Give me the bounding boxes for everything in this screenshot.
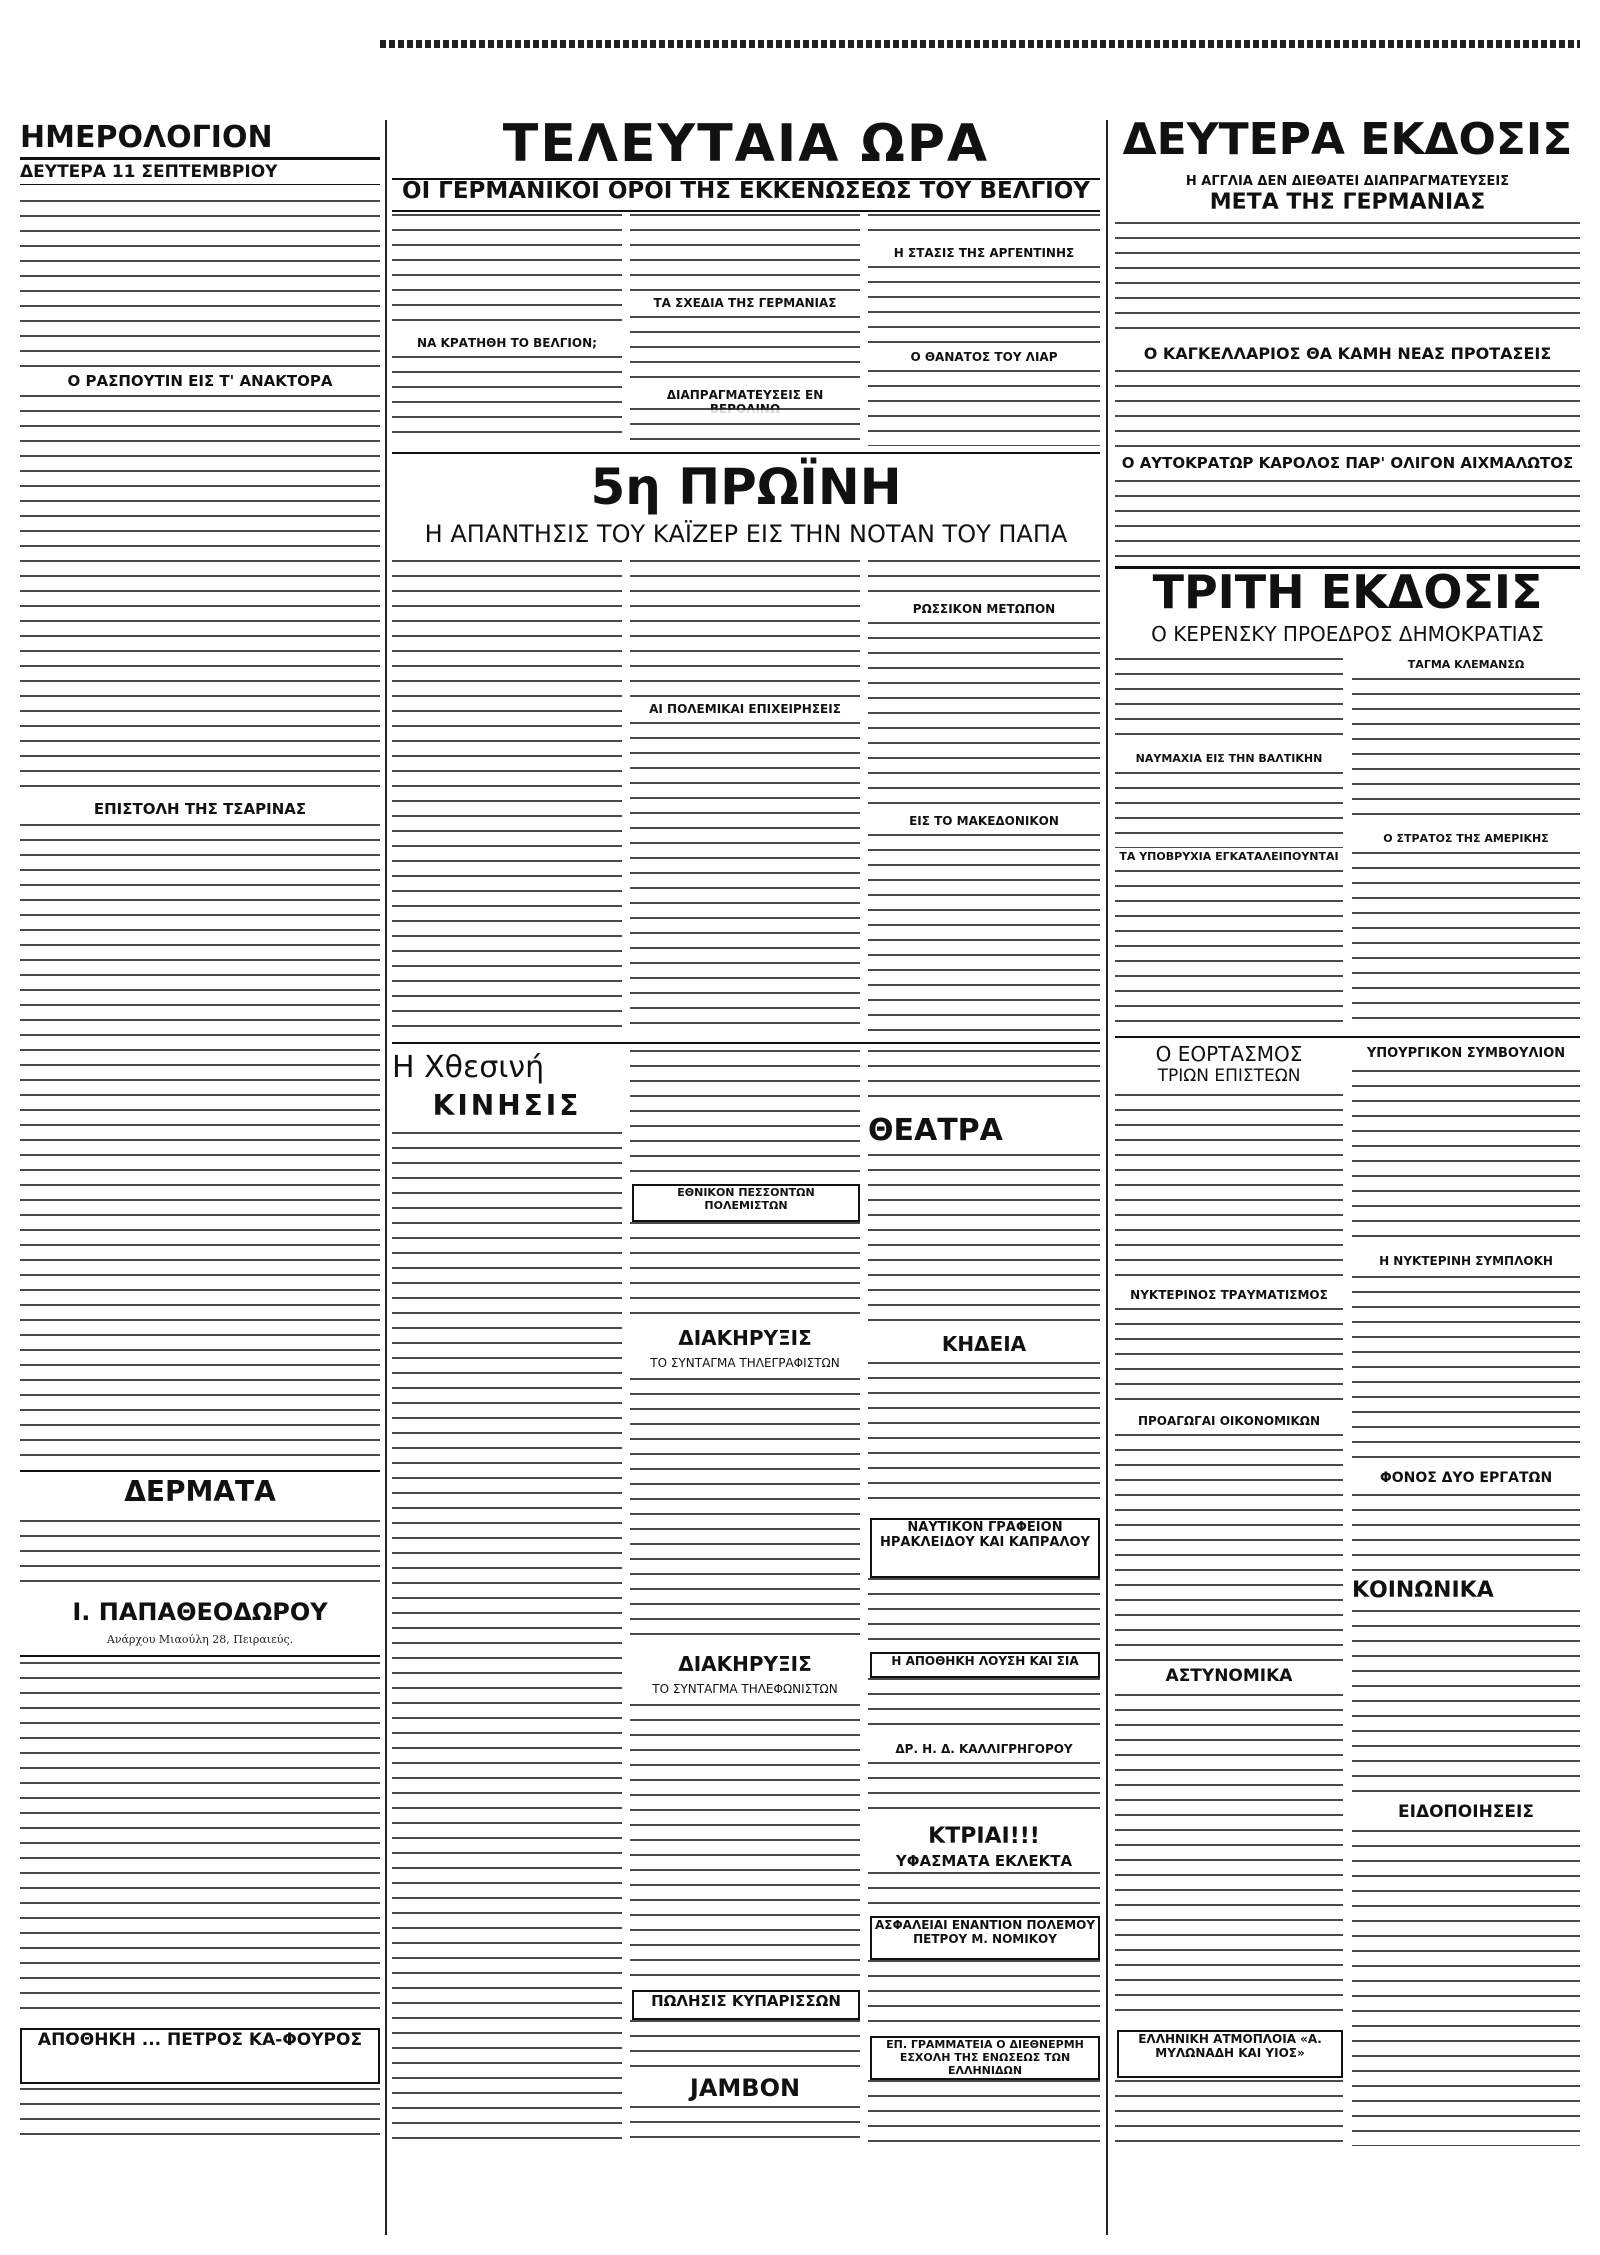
masthead — [20, 120, 380, 185]
heading-ypourgikon: ΥΠΟΥΡΓΙΚΟΝ ΣΥΜΒΟΥΛΙΟΝ — [1366, 1046, 1566, 1061]
headline-teleutaia-ora: ΤΕΛΕΥΤΑΙΑ ΩΡΑ — [502, 114, 990, 174]
col2-article-text — [868, 1960, 1100, 2030]
divider — [20, 1655, 380, 1657]
headline-apantisis-kaizer: Η ΑΠΑΝΤΗΣΙΣ ΤΟΥ ΚΑΪΖΕΡ ΕΙΣ ΤΗΝ ΝΟΤΑΝ ΤΟΥ ΠΑΠΑ — [424, 520, 1068, 548]
column-rule — [1106, 120, 1108, 2235]
col2-article-text — [868, 834, 1100, 1035]
heading-symploki: Η ΝΥΚΤΕΡΙΝΗ ΣΥΜΠΛΟΚΗ — [1379, 1254, 1553, 1268]
col2-article-text — [630, 722, 860, 1035]
col2-article-text — [868, 1872, 1100, 1912]
col1-ad-papatheodorou: Ι. ΠΑΠΑΘΕΟΔΩΡΟΥ — [72, 1598, 328, 1626]
col2-article-text — [630, 2106, 860, 2146]
col1-article-text — [20, 824, 380, 1464]
ad-asfaleia-title: ΑΣΦΑΛΕΙΑΙ ΕΝΑΝΤΙΟΝ ΠΟΛΕΜΟΥ — [874, 1918, 1096, 1932]
heading-diapragmateuseis: ΔΙΑΠΡΑΓΜΑΤΕΥΣΕΙΣ ΕΝ — [666, 388, 824, 402]
headline-proini: 5η ΠΡΩΪΝΗ — [590, 458, 902, 516]
heading-liar: Ο ΘΑΝΑΤΟΣ ΤΟΥ ΛΙΑΡ — [910, 350, 1058, 364]
col3-article-text — [1115, 1434, 1343, 1664]
headline-germanikoi-oroi: ΟΙ ΓΕΡΜΑΝΙΚΟΙ ΟΡΟΙ ΤΗΣ ΕΚΚΕΝΩΣΕΩΣ ΤΟΥ ΒΕΛΓΙΟΥ — [392, 178, 1100, 212]
ad-poliseis: ΠΩΛΗΣΙΣ ΚΥΠΑΡΙΣΣΩΝ — [632, 1990, 860, 2020]
heading-kideia: ΚΗΔΕΙΑ — [941, 1332, 1027, 1356]
ad-kalligrigorou: ΔΡ. Η. Δ. ΚΑΛΛΙΓΡΗΓΟΡΟΥ — [895, 1742, 1073, 1756]
heading-polemikai: ΑΙ ΠΟΛΕΜΙΚΑΙ ΕΠΙΧΕΙΡΗΣΕΙΣ — [649, 702, 841, 716]
headline-deutera-ekdosis: ΔΕΥΤΕΡΑ ΕΚΔΟΣΙΣ — [1122, 114, 1573, 165]
col2-article-text — [630, 1704, 860, 1984]
heading-syntagma-tilefoniston: ΤΟ ΣΥΝΤΑΓΜΑ ΤΗΛΕΦΩΝΙΣΤΩΝ — [652, 1682, 838, 1696]
headline-triti-ekdosis: ΤΡΙΤΗ ΕΚΔΟΣΙΣ — [1115, 566, 1580, 623]
ad-asfaleia — [870, 1916, 1100, 1960]
top-ornament-rule — [380, 40, 1580, 48]
heading-rossikon: ΡΩΣΣΙΚΟΝ ΜΕΤΩΠΟΝ — [912, 602, 1056, 616]
divider — [392, 1042, 1100, 1044]
col2-article-text — [868, 370, 1100, 446]
heading-syntagma-tilegrafiston: ΤΟ ΣΥΝΤΑΓΜΑ ΤΗΛΕΓΡΑΦΙΣΤΩΝ — [650, 1356, 840, 1370]
heading-eortasmos: Ο ΕΟΡΤΑΣΜΟΣ — [1155, 1042, 1303, 1066]
col2-article-text — [868, 214, 1100, 244]
heading-sxedia: ΤΑ ΣΧΕΔΙΑ ΤΗΣ ΓΕΡΜΑΝΙΑΣ — [653, 296, 837, 310]
heading-xthesini: Η Χθεσινή — [392, 1050, 545, 1085]
heading-nykterinos: ΝΥΚΤΕΡΙΝΟΣ ΤΡΑΥΜΑΤΙΣΜΟΣ — [1130, 1288, 1328, 1302]
heading-eidopoiiseis: ΕΙΔΟΠΟΙΗΣΕΙΣ — [1398, 1802, 1534, 1822]
ad-ktriai: ΚΤΡΙΑΙ!!! — [928, 1824, 1040, 1849]
col3-article-text — [1352, 1070, 1580, 1250]
col3-article-text — [1352, 1830, 1580, 2146]
col3-article-text — [1115, 1694, 1343, 2024]
col2-article-text — [630, 316, 860, 386]
col3-article-text — [1115, 370, 1580, 450]
heading-theatra: ΘΕΑΤΡΑ — [868, 1113, 1003, 1148]
col2-article-text — [630, 408, 860, 446]
divider — [392, 452, 1100, 454]
col1-heading-tsarina: ΕΠΙΣΤΟΛΗ ΤΗΣ ΤΣΑΡΙΝΑΣ — [93, 800, 307, 818]
heading-astynomika: ΑΣΤΥΝΟΜΙΚΑ — [1165, 1666, 1293, 1686]
col1-classifieds — [20, 2088, 380, 2148]
ad-nautikon: ΝΑΥΤΙΚΟΝ ΓΡΑΦΕΙΟΝ ΗΡΑΚΛΕΙΔΟΥ ΚΑΙ ΚΑΠΡΑΛΟΥ — [870, 1518, 1100, 1578]
col2-article-text — [392, 560, 622, 1035]
heading-proagogai: ΠΡΟΑΓΩΓΑΙ ΟΙΚΟΝΟΜΙΚΩΝ — [1137, 1414, 1321, 1428]
ad-emporiki-sxoli: ΕΠ. ΓΡΑΜΜΑΤΕΙΑ Ο ΔΙΕΘΝΕΡΜΗ ΕΣΧΟΛΗ ΤΗΣ ΕΝΩΣΕΩΣ ΤΩΝ ΕΛΛΗΝΙΔΩΝ — [870, 2036, 1100, 2080]
ad-nomikou: ΠΕΤΡΟΥ Μ. ΝΟΜΙΚΟΥ — [913, 1932, 1057, 1946]
heading-argentini: Η ΣΤΑΣΙΣ ΤΗΣ ΑΡΓΕΝΤΙΝΗΣ — [893, 246, 1075, 260]
col2-article-text — [868, 1050, 1100, 1110]
col2-article-text — [868, 622, 1100, 812]
heading-stratos: Ο ΣΤΡΑΤΟΣ ΤΗΣ ΑΜΕΡΙΚΗΣ — [1383, 832, 1549, 845]
col2-article-text — [630, 560, 860, 700]
col2-theatra-text — [868, 1154, 1100, 1329]
col1-classifieds — [20, 1662, 380, 2022]
masthead-title: ΗΜΕΡΟΛΟΓΙΟΝ — [20, 120, 380, 160]
col1-ad-address: Ανάρχου Μιαούλη 28, Πειραιεύς. — [106, 1633, 294, 1646]
heading-triwn: ΤΡΙΩΝ ΕΠΙΣΤΕΩΝ — [1157, 1066, 1301, 1086]
col3-article-text — [1115, 658, 1343, 748]
col2-article-text — [630, 2020, 860, 2070]
heading-karolos: Ο ΑΥΤΟΚΡΑΤΩΡ ΚΑΡΟΛΟΣ ΠΑΡ' ΟΛΙΓΟΝ ΑΙΧΜΑΛΩΤΟΣ — [1121, 454, 1574, 472]
col3-article-text — [1115, 772, 1343, 848]
col3-article-text — [1115, 222, 1580, 340]
col2-article-text — [868, 2080, 1100, 2146]
col2-article-text — [868, 560, 1100, 600]
heading-navmaxia: ΝΑΥΜΑΧΙΑ ΕΙΣ ΤΗΝ ΒΑΛΤΙΚΗΝ — [1135, 752, 1323, 765]
heading-tagma: ΤΑΓΜΑ ΚΛΕΜΑΝΣΩ — [1407, 658, 1525, 671]
heading-koinonika: ΚΟΙΝΩΝΙΚΑ — [1352, 1578, 1494, 1603]
col2-article-text — [868, 1362, 1100, 1512]
col1-ad-apothiki: ΑΠΟΘΗΚΗ ... ΠΕΤΡΟΣ ΚΑ-ΦΟΥΡΟΣ — [20, 2028, 380, 2084]
col3-article-text — [1352, 1494, 1580, 1574]
heading-makedoniko: ΕΙΣ ΤΟ ΜΑΚΕΔΟΝΙΚΟΝ — [909, 814, 1059, 828]
heading-kinisis: ΚΙΝΗΣΙΣ — [432, 1089, 582, 1122]
col2-article-text — [630, 1222, 860, 1322]
col2-article-text — [868, 266, 1100, 348]
col3-article-text — [1352, 1610, 1580, 1798]
col2-article-text — [868, 1578, 1100, 1648]
col3-article-text — [1115, 870, 1343, 1030]
column-rule — [385, 120, 387, 2235]
headline-deutera-sub1: Η ΑΓΓΛΙΑ ΔΕΝ ΔΙΕΘΑΤΕΙ ΔΙΑΠΡΑΓΜΑΤΕΥΣΕΙΣ — [1185, 174, 1510, 189]
heading-ypovryxia: ΤΑ ΥΠΟΒΡΥΧΙΑ ΕΓΚΑΤΑΛΕΙΠΟΥΝΤΑΙ — [1119, 850, 1339, 863]
col2-article-text — [392, 214, 622, 334]
col3-article-text — [1115, 1308, 1343, 1410]
col1-heading-rasputin: Ο ΡΑΣΠΟΥΤΙΝ ΕΙΣ Τ' ΑΝΑΚΤΟΡΑ — [67, 372, 333, 390]
col2-article-text — [630, 1378, 860, 1648]
col2-article-text — [630, 214, 860, 294]
col1-ad-text — [20, 1520, 380, 1595]
ad-apothiki-lousi: Η ΑΠΟΘΗΚΗ ΛΟΥΣΗ ΚΑΙ ΣΙΑ — [870, 1652, 1100, 1678]
heading-kagkellarios: Ο ΚΑΓΚΕΛΛΑΡΙΟΣ ΘΑ ΚΑΜΗ ΝΕΑΣ ΠΡΟΤΑΣΕΙΣ — [1143, 344, 1552, 363]
col2-article-text — [630, 1050, 860, 1180]
divider — [20, 1470, 380, 1472]
col1-article-text — [20, 395, 380, 795]
ad-yfasmata: ΥΦΑΣΜΑΤΑ ΕΚΛΕΚΤΑ — [895, 1852, 1073, 1870]
col3-article-text — [1352, 1276, 1580, 1466]
col3-article-text — [1115, 1094, 1343, 1282]
col3-article-text — [1352, 678, 1580, 828]
ad-jambon: JAMBON — [689, 2074, 801, 2102]
col1-ad-dermata: ΔΕΡΜΑΤΑ — [124, 1475, 276, 1508]
col2-article-text — [868, 1762, 1100, 1822]
masthead-date: ΔΕΥΤΕΡΑ 11 ΣΕΠΤΕΜΒΡΙΟΥ — [20, 160, 380, 185]
ad-mylonadi: ΕΛΛΗΝΙΚΗ ΑΤΜΟΠΛΟΙΑ «Α. ΜΥΛΩΝΑΔΗ ΚΑΙ ΥΙΟΣ» — [1117, 2030, 1343, 2078]
divider — [1115, 1036, 1580, 1038]
ad-ethnikon: ΕΘΝΙΚΟΝ ΠΕΣΣΟΝΤΩΝ ΠΟΛΕΜΙΣΤΩΝ — [632, 1184, 860, 1222]
col3-article-text — [1115, 480, 1580, 560]
col2-article-text — [392, 356, 622, 446]
heading-kratisi: ΝΑ ΚΡΑΤΗΘΗ ΤΟ ΒΕΛΓΙΟΝ; — [417, 336, 597, 350]
col1-article-text — [20, 200, 380, 370]
heading-diakiryxis-2: ΔΙΑΚΗΡΥΞΙΣ — [678, 1652, 812, 1676]
heading-fonos: ΦΟΝΟΣ ΔΥΟ ΕΡΓΑΤΩΝ — [1379, 1470, 1553, 1486]
headline-kerenski: Ο ΚΕΡΕΝΣΚΥ ΠΡΟΕΔΡΟΣ ΔΗΜΟΚΡΑΤΙΑΣ — [1151, 622, 1544, 646]
heading-diakiryxis-1: ΔΙΑΚΗΡΥΞΙΣ — [678, 1326, 812, 1350]
col2-kinisis-text — [392, 1132, 622, 2147]
col2-article-text — [868, 1678, 1100, 1738]
col3-article-text — [1115, 2080, 1343, 2146]
headline-deutera-sub2: ΜΕΤΑ ΤΗΣ ΓΕΡΜΑΝΙΑΣ — [1209, 190, 1486, 215]
col3-article-text — [1352, 852, 1580, 1030]
